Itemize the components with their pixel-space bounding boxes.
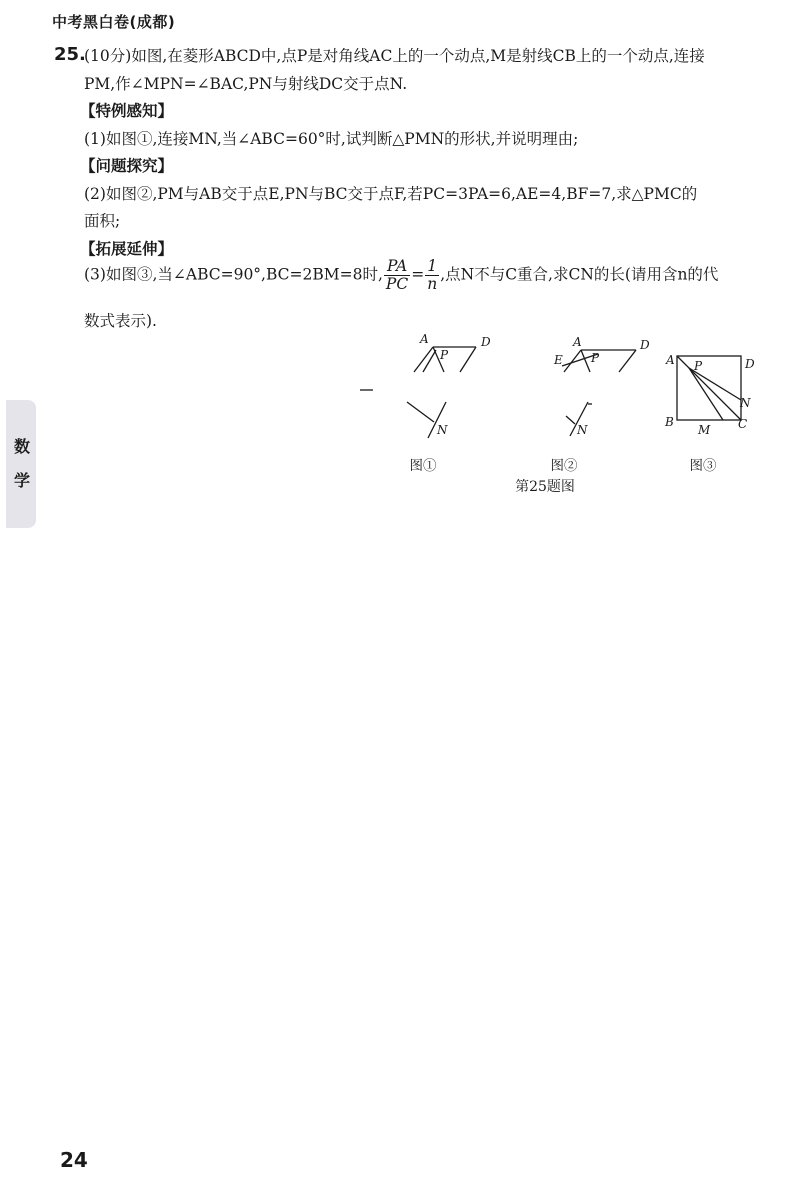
label-d: D [481,335,491,349]
side-tab-char-1: 数 [13,437,30,456]
label-p: P [591,351,600,365]
equals-sign: = [411,265,425,284]
subject-side-tab [6,400,36,528]
segment-dc [460,347,476,372]
figure-2-caption: 图② [550,458,578,474]
label-d: D [745,357,755,371]
label-b: B [665,415,674,429]
label-a: A [666,353,675,367]
label-n: N [577,423,588,437]
ratio-fraction-1-n [425,258,439,293]
label-n: N [740,396,751,410]
segment-pm [423,350,436,372]
fraction-denominator: n [427,275,438,294]
section-title-extension: 【拓展延伸】 [80,240,174,258]
part2-text-line1: (2)如图②,PM与AB交于点E,PN与BC交于点F,若PC=3PA=6,AE=4,BF=7,求△PMC的 [84,185,698,203]
figure-1-caption: 图① [409,458,437,474]
figure-title: 第25题图 [515,479,575,495]
ratio-fraction-pa-pc [384,258,410,293]
figure-3-caption: 图③ [689,458,717,474]
question-number: 25. [54,44,86,65]
section-title-exploration: 【问题探究】 [80,157,174,175]
fraction-denominator: PC [385,275,409,294]
question-stem-line1: (10分)如图,在菱形ABCD中,点P是对角线AC上的一个动点,M是射线CB上的一个动点,连接 [84,47,705,65]
fraction-numerator: 1 [425,258,439,276]
side-tab-char-2: 学 [13,471,30,490]
label-d: D [640,338,650,352]
label-m: M [698,423,711,437]
segment-lower-1 [566,416,575,424]
figures-area [340,328,780,498]
part3-text-line2: 数式表示). [84,312,157,330]
segment-dc [619,350,636,372]
label-a: A [573,335,582,349]
section-title-special-case: 【特例感知】 [80,102,174,120]
fraction-numerator: PA [384,258,410,276]
label-p: P [440,348,449,362]
question-stem-line2: PM,作∠MPN=∠BAC,PN与射线DC交于点N. [84,75,408,93]
part3-text-after: ,点N不与C重合,求CN的长(请用含n的代 [440,265,719,284]
page-number: 24 [60,1148,88,1172]
label-e: E [554,353,563,367]
part1-text: (1)如图①,连接MN,当∠ABC=60°时,试判断△PMN的形状,并说明理由; [84,130,579,148]
book-title: 中考黑白卷(成都) [52,13,176,31]
segment-pm [689,368,723,420]
label-p: P [694,359,703,373]
part2-text-line2: 面积; [84,212,121,230]
label-c: C [738,417,748,431]
segment-lower-1 [407,402,434,422]
diagonal-ac [677,356,741,420]
label-n: N [437,423,448,437]
part3-text-line1 [84,258,718,293]
part3-text-before: (3)如图③,当∠ABC=90°,BC=2BM=8时, [84,265,383,284]
figure-3-drawing [677,356,741,420]
label-a: A [420,332,429,346]
segment-ac [581,350,590,372]
